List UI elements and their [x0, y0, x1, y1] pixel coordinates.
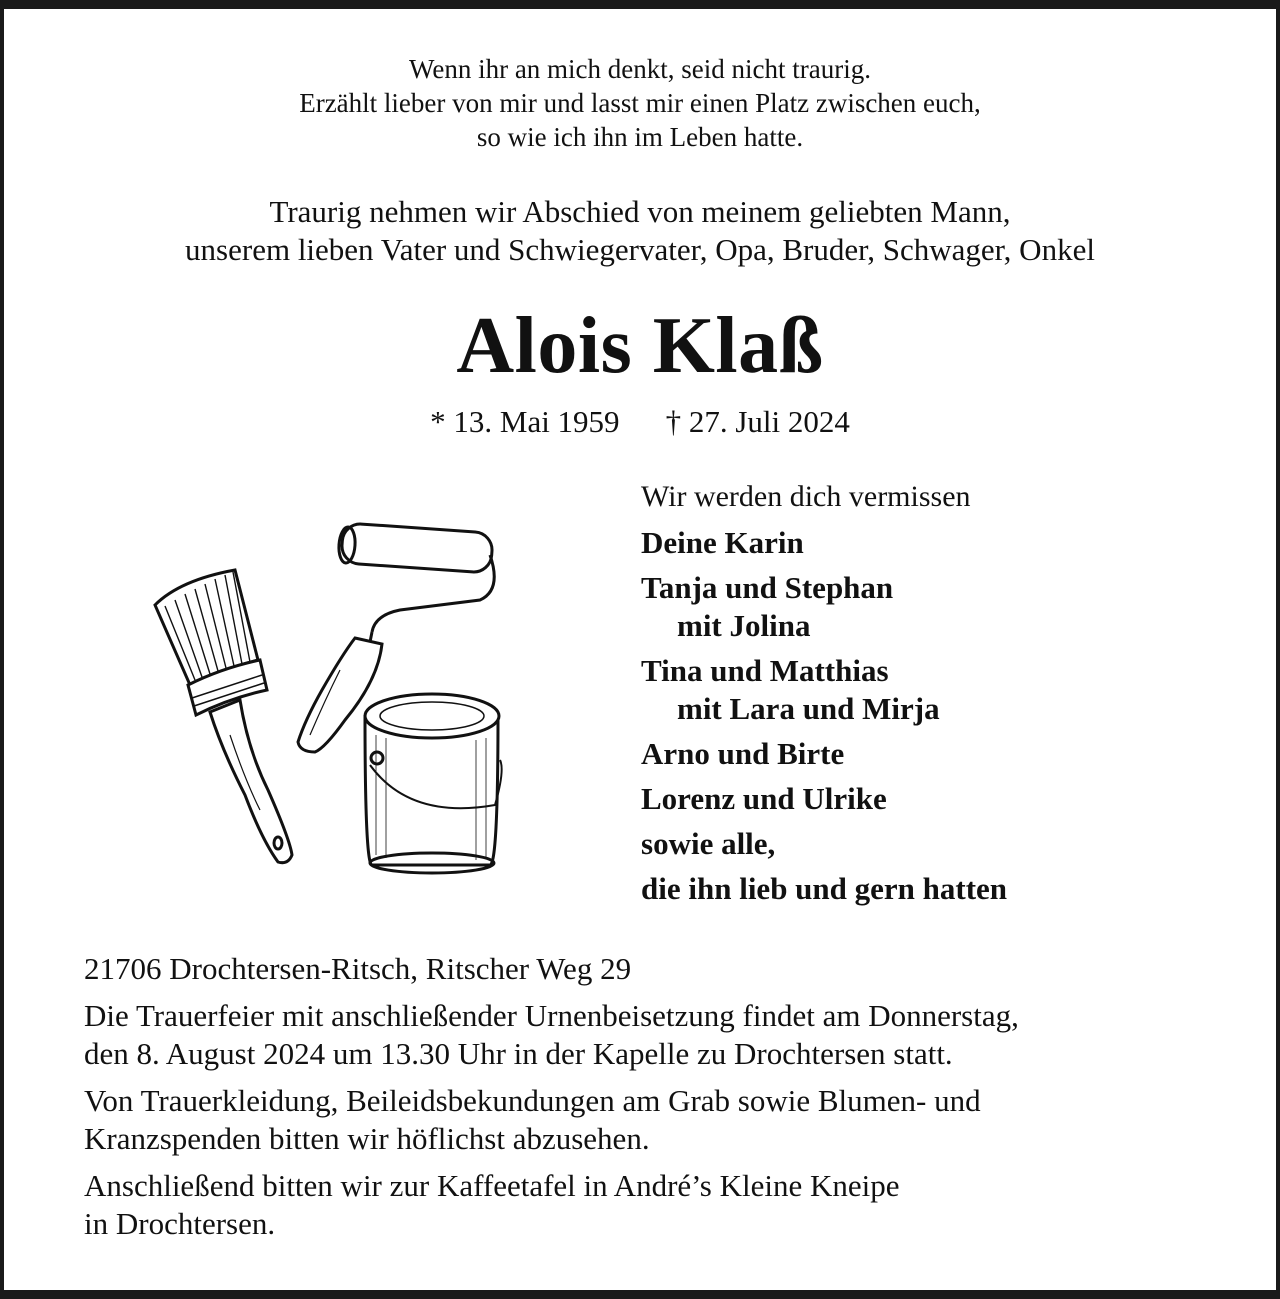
service-details — [84, 950, 1204, 1252]
mourner-entry — [641, 569, 1241, 645]
poem-line: Wenn ihr an mich denkt, seid nicht traurig. — [409, 54, 871, 84]
mourner-entry: die ihn lieb und gern hatten — [641, 871, 1008, 906]
mourners-lead: Wir werden dich vermissen — [641, 480, 971, 513]
mourners-list — [641, 478, 1241, 915]
mourner-sub: mit Jolina — [677, 608, 811, 643]
paintbrush-icon — [155, 570, 292, 863]
mourner-entry: sowie alle, — [641, 826, 776, 861]
mourner-entry — [641, 652, 1241, 728]
farewell-intro — [0, 193, 1280, 269]
request-line: Kranzspenden bitten wir höflichst abzusehen. — [84, 1121, 650, 1156]
request-line: Von Trauerkleidung, Beileidsbekundungen am Grab sowie Blumen- und — [84, 1083, 981, 1118]
coffee-invitation — [84, 1167, 1204, 1243]
coffee-line: in Drochtersen. — [84, 1206, 276, 1241]
mourner-name: Tina und Matthias — [641, 653, 889, 688]
mourner-name: Tanja und Stephan — [641, 570, 894, 605]
deceased-name: Alois Klaß — [456, 302, 824, 390]
service-line: den 8. August 2024 um 13.30 Uhr in der Kapelle zu Drochtersen statt. — [84, 1036, 953, 1071]
memorial-poem — [0, 52, 1280, 154]
mourner-entry: Deine Karin — [641, 525, 804, 560]
address: 21706 Drochtersen-Ritsch, Ritscher Weg 29 — [84, 951, 632, 986]
coffee-line: Anschließend bitten wir zur Kaffeetafel in André’s Kleine Kneipe — [84, 1168, 900, 1203]
condolence-request — [84, 1082, 1204, 1158]
paint-tools-icon — [150, 520, 510, 875]
intro-line: unserem lieben Vater und Schwiegervater, Opa, Bruder, Schwager, Onkel — [185, 232, 1095, 267]
mourner-sub: mit Lara und Mirja — [677, 691, 940, 726]
life-dates — [0, 402, 1280, 442]
mourner-entry: Lorenz und Ulrike — [641, 781, 887, 816]
service-line: Die Trauerfeier mit anschließender Urnenbeisetzung findet am Donnerstag, — [84, 998, 1019, 1033]
intro-line: Traurig nehmen wir Abschied von meinem geliebten Mann, — [269, 194, 1011, 229]
poem-line: Erzählt lieber von mir und lasst mir einen Platz zwischen euch, — [299, 88, 981, 118]
mourner-entry: Arno und Birte — [641, 736, 845, 771]
birth-date: * 13. Mai 1959 — [430, 404, 620, 439]
paint-can-icon — [365, 694, 502, 873]
service-info — [84, 997, 1204, 1073]
poem-line: so wie ich ihn im Leben hatte. — [476, 122, 804, 152]
death-date: † 27. Juli 2024 — [665, 404, 850, 439]
